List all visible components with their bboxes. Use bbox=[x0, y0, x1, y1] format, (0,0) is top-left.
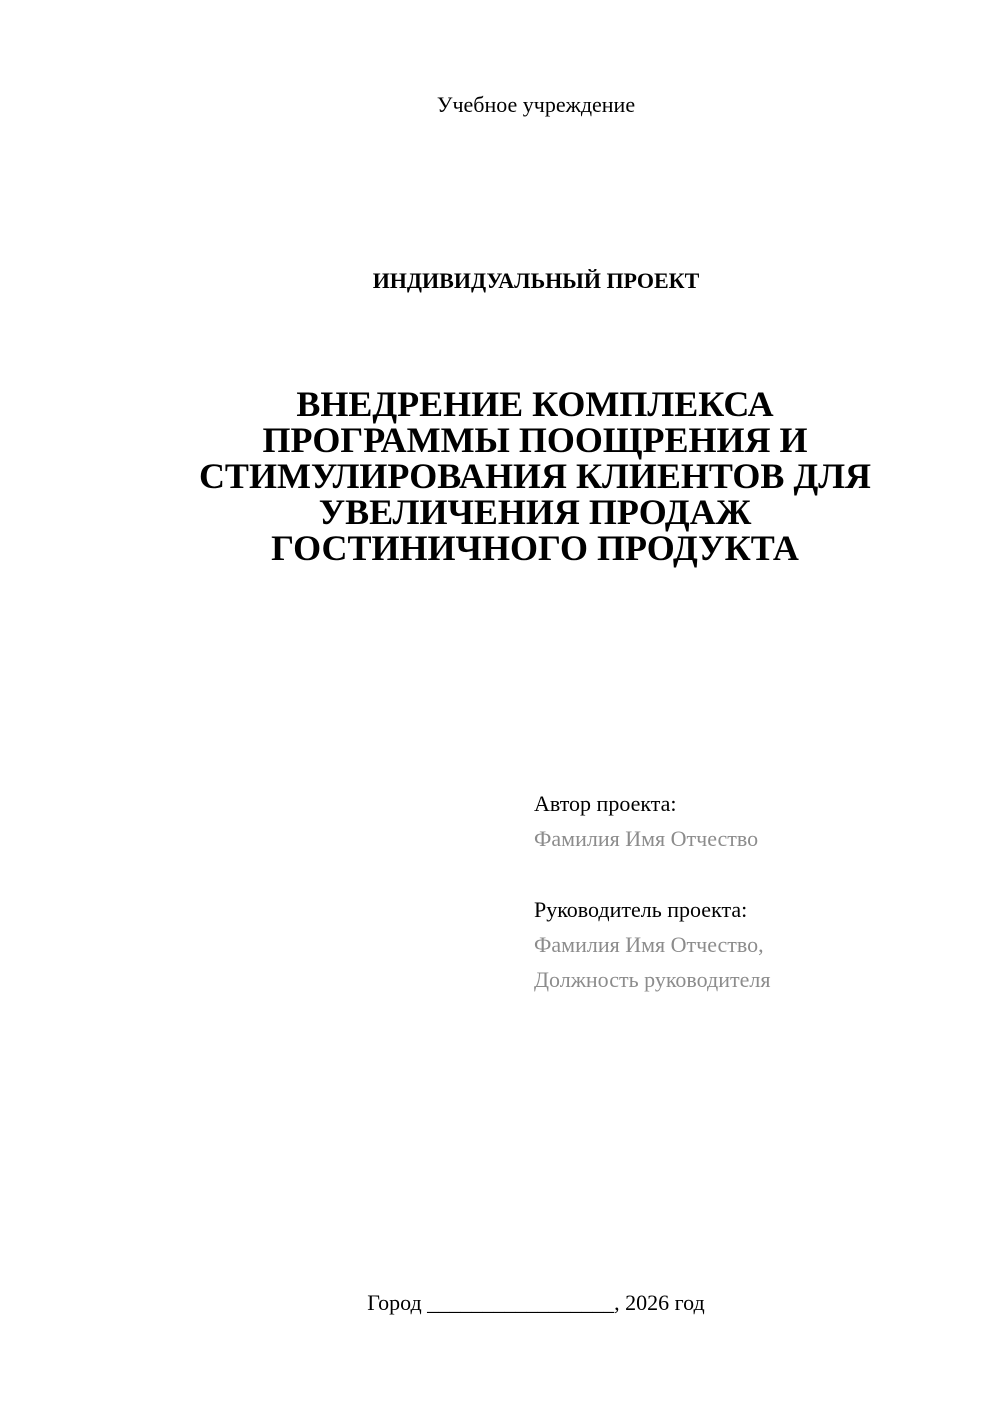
supervisor-position-placeholder: Должность руководителя bbox=[534, 967, 771, 992]
project-title bbox=[140, 386, 930, 566]
author-name-placeholder: Фамилия Имя Отчество bbox=[534, 826, 759, 851]
author-block bbox=[534, 786, 974, 856]
supervisor-name-placeholder: Фамилия Имя Отчество, bbox=[534, 932, 764, 957]
supervisor-block bbox=[534, 892, 974, 997]
project-title-line: ПРОГРАММЫ ПООЩРЕНИЯ И bbox=[262, 420, 808, 460]
project-title-line: СТИМУЛИРОВАНИЯ КЛИЕНТОВ ДЛЯ bbox=[198, 456, 872, 496]
project-title-line: ГОСТИНИЧНОГО ПРОДУКТА bbox=[271, 528, 799, 568]
author-label: Автор проекта: bbox=[534, 791, 677, 816]
project-title-line: УВЕЛИЧЕНИЯ ПРОДАЖ bbox=[318, 492, 752, 532]
supervisor-label: Руководитель проекта: bbox=[534, 897, 748, 922]
project-type-heading: ИНДИВИДУАЛЬНЫЙ ПРОЕКТ bbox=[372, 268, 700, 293]
project-title-line: ВНЕДРЕНИЕ КОМПЛЕКСА bbox=[296, 384, 774, 424]
city-year-footer: Город _________________, 2026 год bbox=[367, 1290, 705, 1315]
institution-name: Учебное учреждение bbox=[436, 92, 636, 117]
